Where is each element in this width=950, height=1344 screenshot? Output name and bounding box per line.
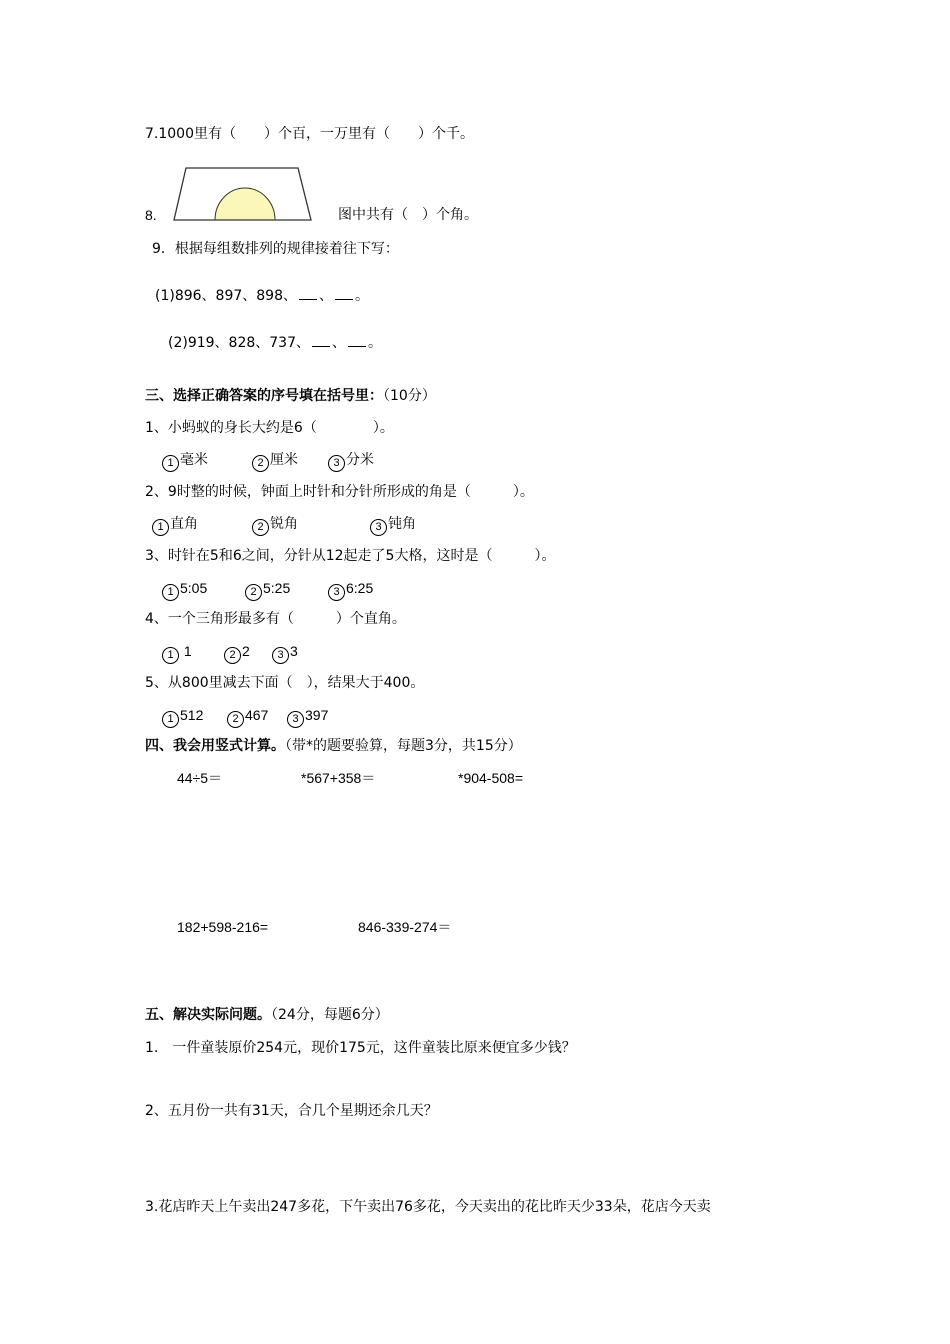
mc-option-3-1[interactable] bbox=[162, 578, 207, 601]
option-label: 厘米 bbox=[270, 452, 298, 468]
calc-problem-3: *904-508= bbox=[458, 770, 524, 786]
circled-number-icon: 1 bbox=[162, 584, 179, 601]
mc-option-1-3[interactable] bbox=[328, 450, 374, 472]
period: 。 bbox=[368, 335, 382, 351]
mc-option-1-2[interactable] bbox=[252, 450, 298, 472]
question-8-text: 图中共有（ ）个角。 bbox=[338, 207, 478, 223]
mc-question-4: 4、一个三角形最多有（ ）个直角。 bbox=[145, 611, 406, 627]
option-label: 分米 bbox=[346, 452, 374, 468]
circled-number-icon: 1 bbox=[162, 711, 179, 728]
mc-option-2-1[interactable] bbox=[152, 514, 198, 536]
section-5-note: （24分，每题6分） bbox=[271, 1007, 389, 1023]
answer-blank[interactable] bbox=[335, 287, 353, 300]
option-label: 钝角 bbox=[388, 516, 416, 532]
calc-problem-4: 182+598-216= bbox=[177, 919, 269, 935]
calc-problem-2: *567+358＝ bbox=[301, 770, 376, 786]
section-5-heading bbox=[145, 1005, 389, 1025]
mc-question-5: 5、从800里减去下面（ ），结果大于400。 bbox=[145, 675, 425, 691]
option-label: 512 bbox=[180, 707, 204, 723]
circled-number-icon: 3 bbox=[287, 711, 304, 728]
mc-option-1-1[interactable] bbox=[162, 450, 208, 472]
section-3-title: 三、选择正确答案的序号填在括号里： bbox=[145, 388, 383, 404]
mc-option-3-3[interactable] bbox=[328, 578, 373, 601]
mc-option-4-3[interactable] bbox=[272, 641, 298, 664]
mc-option-5-3[interactable] bbox=[287, 705, 328, 728]
option-label: 397 bbox=[305, 707, 329, 723]
circled-number-icon: 3 bbox=[272, 647, 289, 664]
option-label: 6:25 bbox=[346, 580, 374, 596]
trapezoid-semicircle-figure bbox=[170, 165, 315, 225]
circled-number-icon: 3 bbox=[328, 584, 345, 601]
section-3-score: （10分） bbox=[383, 388, 436, 404]
sequence-1-numbers: (1)896、897、898、 bbox=[155, 288, 297, 304]
question-9-part-2 bbox=[168, 333, 382, 353]
separator: 、 bbox=[319, 288, 333, 304]
calc-problem-5: 846-339-274＝ bbox=[358, 919, 452, 935]
mc-question-2: 2、9时整的时候，钟面上时针和分针所形成的角是（ ）。 bbox=[145, 484, 534, 500]
option-label: 2 bbox=[242, 643, 250, 659]
circled-number-icon: 3 bbox=[370, 519, 387, 536]
calc-problem-1: 44÷5＝ bbox=[177, 770, 223, 786]
mc-option-3-2[interactable] bbox=[245, 578, 290, 601]
section-4-heading bbox=[145, 736, 522, 756]
option-label: 5:05 bbox=[180, 580, 208, 596]
mc-question-3: 3、时针在5和6之间，分针从12起走了5大格，这时是（ ）。 bbox=[145, 548, 556, 564]
answer-blank[interactable] bbox=[299, 287, 317, 300]
answer-blank[interactable] bbox=[348, 334, 366, 347]
mc-option-5-1[interactable] bbox=[162, 705, 203, 728]
circled-number-icon: 2 bbox=[227, 711, 244, 728]
word-problem-3: 3.花店昨天上午卖出247多花，下午卖出76多花，今天卖出的花比昨天少33朵，花店今天卖 bbox=[145, 1199, 711, 1215]
section-4-title: 四、我会用竖式计算。 bbox=[145, 738, 285, 754]
section-3-heading bbox=[145, 386, 436, 406]
mc-option-4-1[interactable] bbox=[162, 641, 192, 664]
mc-option-5-2[interactable] bbox=[227, 705, 268, 728]
option-label: 467 bbox=[245, 707, 269, 723]
circled-number-icon: 2 bbox=[224, 647, 241, 664]
mc-option-4-2[interactable] bbox=[224, 641, 250, 664]
answer-blank[interactable] bbox=[312, 334, 330, 347]
circled-number-icon: 1 bbox=[162, 647, 179, 664]
section-5-title: 五、解决实际问题。 bbox=[145, 1007, 271, 1023]
mc-question-1: 1、小蚂蚁的身长大约是6（ ）。 bbox=[145, 420, 394, 436]
question-9-title: 9．根据每组数排列的规律接着往下写： bbox=[152, 241, 399, 257]
mc-option-2-3[interactable] bbox=[370, 514, 416, 536]
circled-number-icon: 2 bbox=[252, 455, 269, 472]
question-8-number: 8. bbox=[145, 207, 157, 223]
circled-number-icon: 3 bbox=[328, 455, 345, 472]
period: 。 bbox=[355, 288, 369, 304]
semicircle-shape bbox=[215, 188, 275, 220]
word-problem-1: 1. 一件童装原价254元，现价175元，这件童装比原来便宜多少钱？ bbox=[145, 1040, 576, 1056]
option-label: 毫米 bbox=[180, 452, 208, 468]
option-label: 1 bbox=[183, 643, 192, 659]
circled-number-icon: 1 bbox=[152, 519, 169, 536]
sequence-2-numbers: (2)919、828、737、 bbox=[168, 335, 310, 351]
circled-number-icon: 2 bbox=[252, 519, 269, 536]
option-label: 3 bbox=[290, 643, 298, 659]
mc-option-2-2[interactable] bbox=[252, 514, 298, 536]
question-7: 7.1000里有（ ）个百，一万里有（ ）个千。 bbox=[145, 126, 474, 142]
circled-number-icon: 1 bbox=[162, 455, 179, 472]
question-9-part-1 bbox=[155, 286, 369, 306]
section-4-note: （带*的题要验算，每题3分，共15分） bbox=[285, 738, 522, 754]
option-label: 5:25 bbox=[263, 580, 291, 596]
separator: 、 bbox=[332, 335, 346, 351]
word-problem-2: 2、五月份一共有31天，合几个星期还余几天？ bbox=[145, 1103, 438, 1119]
circled-number-icon: 2 bbox=[245, 584, 262, 601]
option-label: 锐角 bbox=[270, 516, 298, 532]
option-label: 直角 bbox=[170, 516, 198, 532]
